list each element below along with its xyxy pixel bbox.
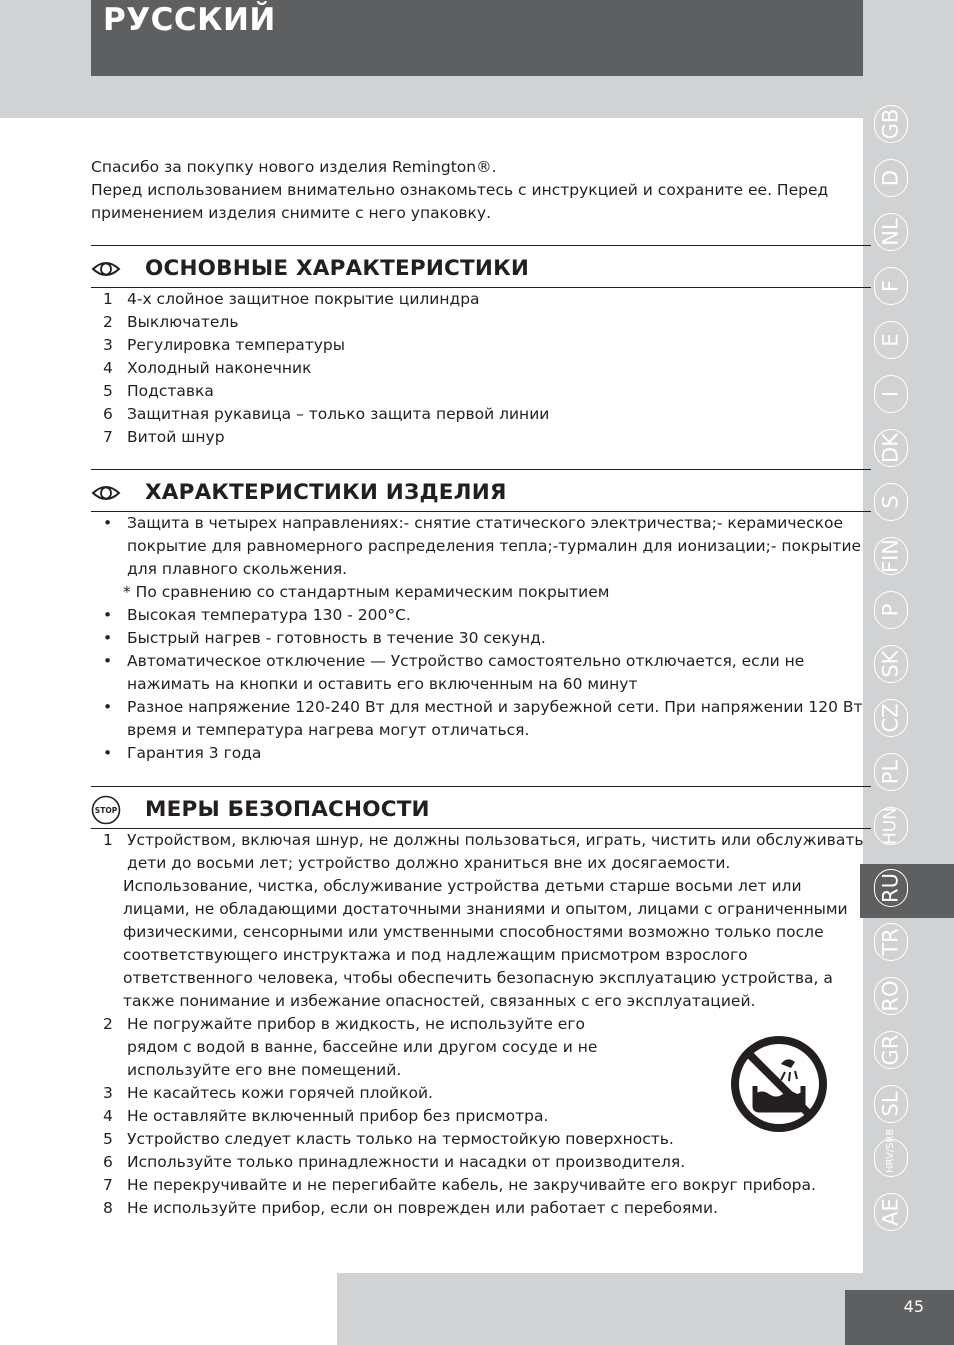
product-features-list bbox=[91, 512, 871, 765]
section2-top-rule bbox=[91, 469, 871, 470]
lang-tab-ro[interactable]: RO bbox=[870, 972, 912, 1021]
intro-line-2: Перед использованием внимательно ознакомьтесь с инструкцией и сохраните ее. Перед применением изделия снимите с него упаковку. bbox=[91, 181, 829, 222]
page-title: РУССКИЙ bbox=[103, 2, 276, 38]
lang-tab-e[interactable]: E bbox=[870, 316, 912, 365]
list-item: 6 Защитная рукавица – только защита первой линии bbox=[103, 405, 550, 423]
list-item: 5 Устройство следует класть только на термостойкую поверхность. bbox=[103, 1130, 674, 1148]
section3-title: МЕРЫ БЕЗОПАСНОСТИ bbox=[145, 797, 430, 822]
lang-tab-sl[interactable]: SL bbox=[870, 1080, 912, 1129]
page-number-box bbox=[845, 1290, 954, 1345]
list-item: 8 Не используйте прибор, если он поврежден или работает с перебоями. bbox=[103, 1199, 718, 1217]
list-item: 1 4-х слойное защитное покрытие цилиндра bbox=[103, 290, 480, 308]
stop-icon bbox=[91, 795, 121, 825]
list-item: 7 Витой шнур bbox=[103, 428, 225, 446]
intro-line-1: Спасибо за покупку нового изделия Remington®. bbox=[91, 158, 497, 176]
section1-title: ОСНОВНЫЕ ХАРАКТЕРИСТИКИ bbox=[145, 256, 530, 281]
footnote: * По сравнению со стандартным керамическим покрытием bbox=[123, 583, 610, 601]
lang-tab-pl[interactable]: PL bbox=[870, 748, 912, 797]
lang-tab-nl[interactable]: NL bbox=[870, 208, 912, 257]
list-item: 4 Не оставляйте включенный прибор без присмотра. bbox=[103, 1107, 549, 1125]
section2-heading bbox=[91, 472, 871, 512]
page-number: 45 bbox=[903, 1297, 924, 1316]
list-item: • Защита в четырех направлениях:- снятие статического электричества;- керамическое покрытие для равномерного распределения тепла;-турмалин для ионизации;- покрытие для плавного скольжения. bbox=[103, 514, 862, 578]
lang-tab-dk[interactable]: DK bbox=[870, 424, 912, 473]
lang-tab-cz[interactable]: CZ bbox=[870, 694, 912, 743]
stop-icon-text: STOP bbox=[94, 806, 118, 815]
list-item: • Высокая температура 130 - 200°C. bbox=[103, 606, 411, 624]
list-item: • Гарантия 3 года bbox=[103, 744, 262, 762]
lang-tab-gb[interactable]: GB bbox=[870, 100, 912, 149]
lang-tab-d[interactable]: D bbox=[870, 154, 912, 203]
lang-tab-tr[interactable]: TR bbox=[870, 918, 912, 967]
lang-tab-fin[interactable]: FIN bbox=[870, 532, 912, 581]
lang-tab-hun[interactable]: HUN bbox=[870, 802, 912, 851]
lang-tab-gr[interactable]: GR bbox=[870, 1026, 912, 1075]
section1-top-rule bbox=[91, 245, 871, 246]
lang-tab-p[interactable]: P bbox=[870, 586, 912, 635]
list-item-continuation: Использование, чистка, обслуживание устройства детьми старше восьми лет или лицами, не обладающими достаточными знаниями и опытом, лицами с ограниченными физическими, сенсорными или умственными способностями возможно только после соответствующего инструктажа и под надлежащим присмотром взрослого ответственного человека, чтобы обеспечить безопасную эксплуатацию устройства, а также понимание и избежание опасностей, связанных с его эксплуатацией. bbox=[123, 877, 848, 1010]
intro-text bbox=[91, 156, 861, 225]
list-item: 4 Холодный наконечник bbox=[103, 359, 312, 377]
no-water-icon bbox=[729, 1034, 829, 1134]
list-item: 1 Устройством, включая шнур, не должны пользоваться, играть, чистить или обслуживать дети до восьми лет; устройство должно храниться вне их досягаемости. bbox=[103, 831, 864, 872]
list-item: 3 Не касайтесь кожи горячей плойкой. bbox=[103, 1084, 433, 1102]
safety-list bbox=[91, 829, 871, 1220]
lang-tab-ru[interactable]: RU bbox=[870, 864, 912, 913]
section3-heading bbox=[91, 789, 871, 829]
list-item: 3 Регулировка температуры bbox=[103, 336, 345, 354]
eye-icon bbox=[91, 256, 121, 282]
list-item: • Разное напряжение 120-240 Вт для местной и зарубежной сети. При напряжении 120 Вт время и температура нагрева могут отличаться. bbox=[103, 698, 863, 739]
list-item: • Автоматическое отключение — Устройство самостоятельно отключается, если не нажимать на кнопки и оставить его включенным на 60 минут bbox=[103, 652, 805, 693]
list-item: 6 Используйте только принадлежности и насадки от производителя. bbox=[103, 1153, 686, 1171]
section2-title: ХАРАКТЕРИСТИКИ ИЗДЕЛИЯ bbox=[145, 480, 507, 505]
features-list bbox=[91, 288, 871, 449]
lang-tab-f[interactable]: F bbox=[870, 262, 912, 311]
list-item: • Быстрый нагрев - готовность в течение 30 секунд. bbox=[103, 629, 546, 647]
lang-tab-sk[interactable]: SK bbox=[870, 640, 912, 689]
lang-tab-ae[interactable]: AE bbox=[870, 1188, 912, 1237]
lang-tab-hrv-srb[interactable]: HRV/SRB bbox=[870, 1134, 912, 1183]
list-item: 7 Не перекручивайте и не перегибайте кабель, не закручивайте его вокруг прибора. bbox=[103, 1176, 816, 1194]
list-item: 2 Выключатель bbox=[103, 313, 239, 331]
eye-icon bbox=[91, 480, 121, 506]
list-item: 5 Подставка bbox=[103, 382, 214, 400]
lang-tab-i[interactable]: I bbox=[870, 370, 912, 419]
section1-heading bbox=[91, 248, 871, 288]
lang-tab-s[interactable]: S bbox=[870, 478, 912, 527]
list-item: 2 Не погружайте прибор в жидкость, не используйте его рядом с водой в ванне, бассейне или другом сосуде и не используйте его вне помещений. bbox=[103, 1015, 598, 1079]
title-box bbox=[91, 0, 863, 76]
section3-top-rule bbox=[91, 786, 871, 787]
